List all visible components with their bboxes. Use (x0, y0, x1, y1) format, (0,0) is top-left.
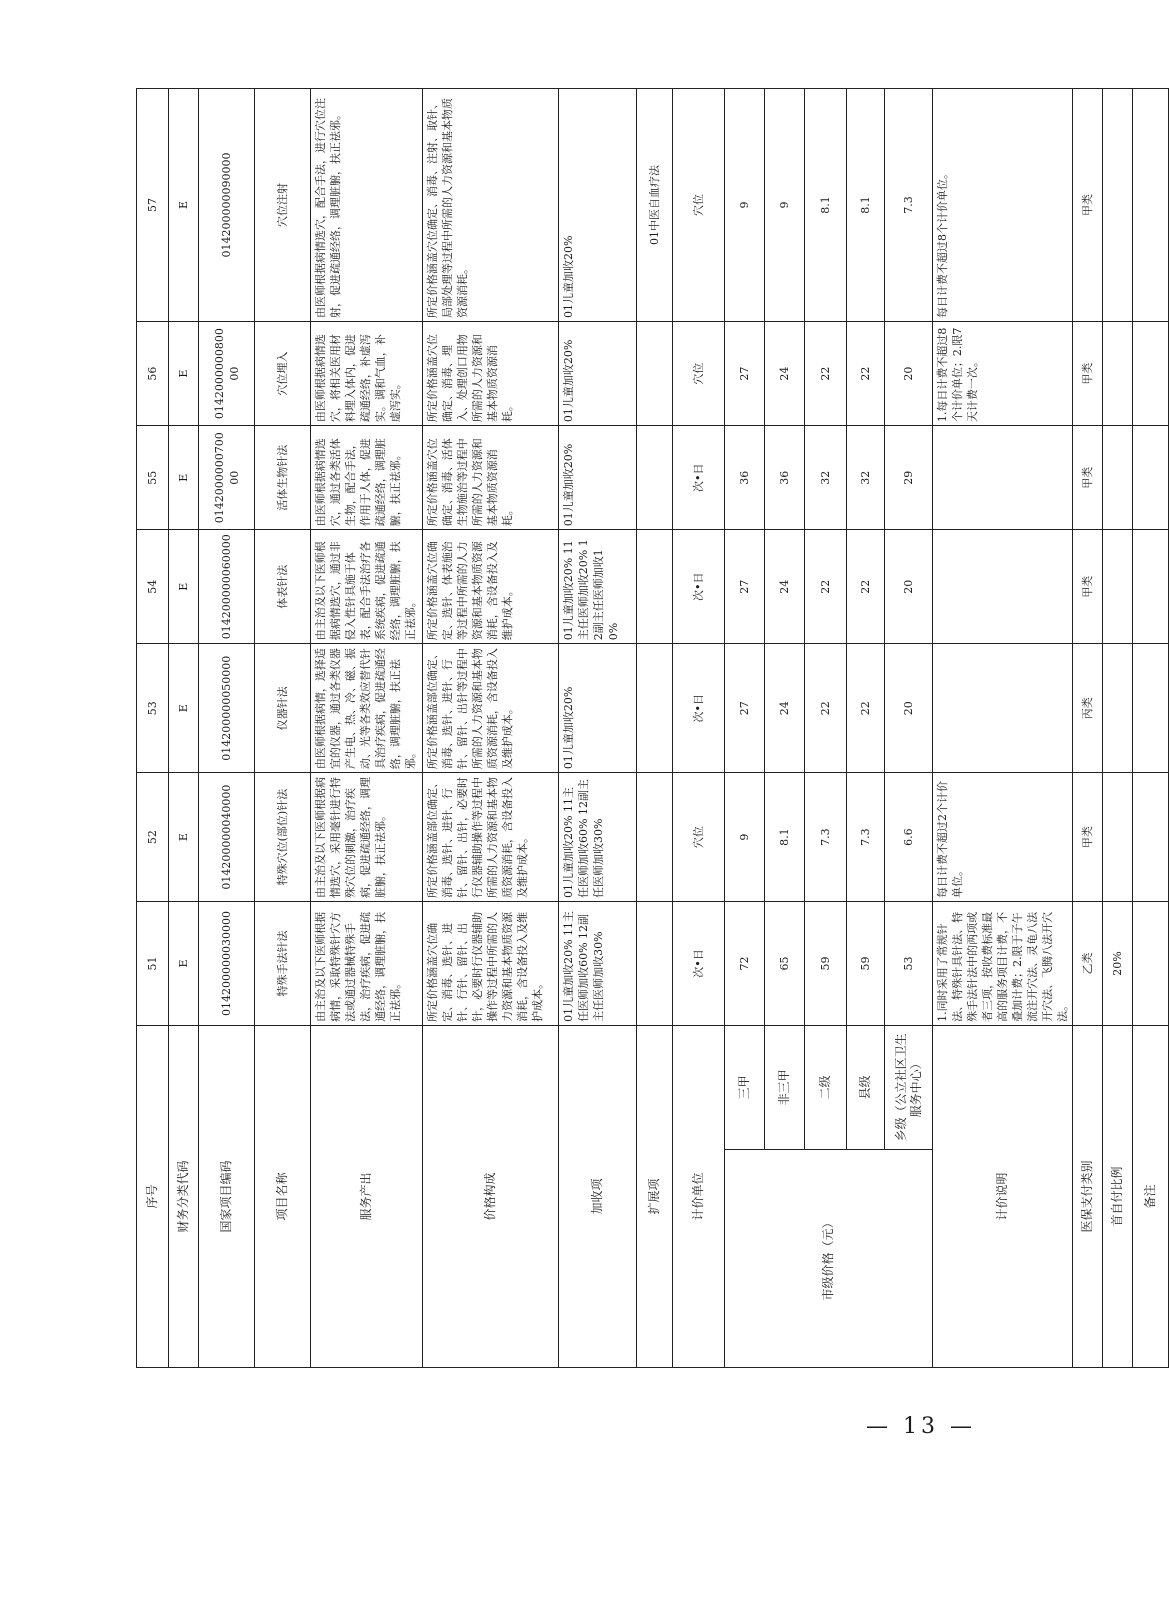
cell-unit-53: 次•日 (673, 644, 725, 773)
cell-seq-55: 55 (137, 426, 169, 530)
cell-first_pay-53 (1103, 644, 1133, 773)
cell-p3-57: 8.1 (805, 89, 847, 322)
cell-composition-53: 所定价格涵盖部位确定、消毒、选针、进针、行针、留针、出针等过程中所需的人力资源和基本物质资源消耗，含设备投入及维护成本。 (423, 644, 559, 773)
cell-name-51: 特殊手法针法 (255, 902, 311, 1026)
price-table (136, 88, 1169, 1368)
cell-code-56: 014200000080000 (199, 322, 255, 426)
cell-seq-51: 51 (137, 902, 169, 1026)
cell-remark-51 (1133, 902, 1169, 1026)
cell-composition-54: 所定价格涵盖穴位确定、选针、体表施治等过程中所需的人力资源和基本物质资源消耗，含设备投入及维护成本。 (423, 530, 559, 644)
cell-remark-52 (1133, 773, 1169, 902)
cell-extension-53 (637, 644, 673, 773)
field-row-composition (423, 89, 559, 1368)
cell-insurance-55: 甲类 (1073, 426, 1103, 530)
cell-p5-53: 20 (885, 644, 933, 773)
cell-p5-56: 20 (885, 322, 933, 426)
cell-seq-57: 57 (137, 89, 169, 322)
cell-note-56: 1.每日计费不超过8个计价单位；2.限7天计费一次。 (933, 322, 1073, 426)
header-extension: 扩展项 (637, 1025, 673, 1367)
header-output: 服务产出 (311, 1025, 423, 1367)
cell-p2-52: 8.1 (765, 773, 805, 902)
cell-p1-56: 27 (725, 322, 765, 426)
header-tier-4: 县级 (847, 1025, 885, 1149)
header-fin-code: 财务分类代码 (169, 1025, 199, 1367)
cell-p2-51: 65 (765, 902, 805, 1026)
cell-p1-54: 27 (725, 530, 765, 644)
cell-name-57: 穴位注射 (255, 89, 311, 322)
header-unit: 计价单位 (673, 1025, 725, 1367)
cell-p1-57: 9 (725, 89, 765, 322)
cell-name-52: 特殊穴位(部位)针法 (255, 773, 311, 902)
cell-first_pay-55 (1103, 426, 1133, 530)
field-row-name (255, 89, 311, 1368)
field-row-note (933, 89, 1073, 1368)
cell-fin-54: E (169, 530, 199, 644)
cell-surcharge-54: 01儿童加收20% 11主任医师加收20% 12副主任医师加收10% (559, 530, 637, 644)
cell-insurance-51: 乙类 (1073, 902, 1103, 1026)
cell-unit-55: 次•日 (673, 426, 725, 530)
header-remark: 备注 (1133, 1025, 1169, 1367)
cell-fin-55: E (169, 426, 199, 530)
rotated-table (136, 88, 1157, 1368)
cell-seq-52: 52 (137, 773, 169, 902)
cell-p2-54: 24 (765, 530, 805, 644)
cell-composition-55: 所定价格涵盖穴位确定、消毒、活体生物施治等过程中所需的人力资源和基本物质资源消耗。 (423, 426, 559, 530)
header-name: 项目名称 (255, 1025, 311, 1367)
cell-output-51: 由主治及以下医师根据病情，采取特殊针穴方法或通过器械特殊手法，治疗疾病，促进疏通经络，调理脏腑，扶正祛邪。 (311, 902, 423, 1026)
cell-surcharge-57: 01儿童加收20% (559, 89, 637, 322)
cell-unit-54: 次•日 (673, 530, 725, 644)
cell-p1-55: 36 (725, 426, 765, 530)
cell-fin-52: E (169, 773, 199, 902)
cell-p4-56: 22 (847, 322, 885, 426)
cell-extension-56 (637, 322, 673, 426)
cell-p5-51: 53 (885, 902, 933, 1026)
header-composition: 价格构成 (423, 1025, 559, 1367)
cell-insurance-54: 甲类 (1073, 530, 1103, 644)
cell-output-55: 由医师根据病情选穴，通过各类活体生物，配合手法，作用于人体，促进疏通经络，调理脏腑，扶正祛邪。 (311, 426, 423, 530)
cell-code-55: 014200000070000 (199, 426, 255, 530)
cell-remark-56 (1133, 322, 1169, 426)
cell-name-56: 穴位埋入 (255, 322, 311, 426)
cell-p3-52: 7.3 (805, 773, 847, 902)
header-tier-3: 二级 (805, 1025, 847, 1149)
cell-note-53 (933, 644, 1073, 773)
cell-surcharge-56: 01儿童加收20% (559, 322, 637, 426)
field-row-nat-code (199, 89, 255, 1368)
cell-code-53: 014200000050000 (199, 644, 255, 773)
header-note: 计价说明 (933, 1025, 1073, 1367)
cell-note-51: 1.同时采用了常规针法、特殊针具针法、特殊手法针法中的两项或者三项，按收费标准最高的服务项目计费，不叠加计费；2.限于子午流注开穴法、灵龟八法开穴法、飞腾八法开穴法。 (933, 902, 1073, 1026)
cell-first_pay-52 (1103, 773, 1133, 902)
field-row-unit (673, 89, 725, 1368)
cell-surcharge-52: 01儿童加收20% 11主任医师加收60% 12副主任医师加收30% (559, 773, 637, 902)
cell-remark-53 (1133, 644, 1169, 773)
cell-code-52: 014200000040000 (199, 773, 255, 902)
field-row-first-pay (1103, 89, 1133, 1368)
cell-unit-56: 穴位 (673, 322, 725, 426)
cell-code-54: 014200000060000 (199, 530, 255, 644)
cell-p3-53: 22 (805, 644, 847, 773)
cell-seq-56: 56 (137, 322, 169, 426)
cell-p1-53: 27 (725, 644, 765, 773)
cell-first_pay-51: 20% (1103, 902, 1133, 1026)
cell-name-54: 体表针法 (255, 530, 311, 644)
cell-p4-52: 7.3 (847, 773, 885, 902)
cell-output-52: 由主治及以下医师根据病情选穴，采用毫针进行特殊穴位的刺激，治疗疾病，促进疏通经络，调理脏腑，扶正祛邪。 (311, 773, 423, 902)
cell-p3-56: 22 (805, 322, 847, 426)
cell-insurance-53: 丙类 (1073, 644, 1103, 773)
cell-seq-53: 53 (137, 644, 169, 773)
cell-p5-54: 20 (885, 530, 933, 644)
cell-p5-57: 7.3 (885, 89, 933, 322)
header-nat-code: 国家项目编码 (199, 1025, 255, 1367)
cell-extension-52 (637, 773, 673, 902)
cell-p5-52: 6.6 (885, 773, 933, 902)
cell-seq-54: 54 (137, 530, 169, 644)
cell-code-57: 014200000090000 (199, 89, 255, 322)
cell-surcharge-51: 01儿童加收20% 11主任医师加收60% 12副主任医师加收30% (559, 902, 637, 1026)
header-tier-5: 乡级（公立社区卫生服务中心） (885, 1025, 933, 1149)
field-row-tier-1 (725, 89, 765, 1368)
cell-unit-51: 次•日 (673, 902, 725, 1026)
cell-p1-52: 9 (725, 773, 765, 902)
cell-p3-51: 59 (805, 902, 847, 1026)
cell-remark-55 (1133, 426, 1169, 530)
cell-p2-55: 36 (765, 426, 805, 530)
cell-composition-51: 所定价格涵盖穴位确定、消毒、选针、进针、行针、留针、出针，必要时行仪器辅助操作等过程中所需的人力资源和基本物质资源消耗，含设备投入及维护成本。 (423, 902, 559, 1026)
cell-note-52: 每日计费不超过2个计价单位。 (933, 773, 1073, 902)
price-table-frame (136, 88, 1157, 1368)
cell-fin-51: E (169, 902, 199, 1026)
cell-output-56: 由医师根据病情选穴，将相关医用材料埋入体内，促进疏通经络，补虚泻实。调和气血，补虚泻实。 (311, 322, 423, 426)
field-row-remark (1133, 89, 1169, 1368)
cell-insurance-57: 甲类 (1073, 89, 1103, 322)
header-surcharge: 加收项 (559, 1025, 637, 1367)
field-row-fin-code (169, 89, 199, 1368)
cell-code-51: 014200000030000 (199, 902, 255, 1026)
field-row-extension (637, 89, 673, 1368)
field-row-output (311, 89, 423, 1368)
cell-output-53: 由医师根据病情，选择适宜的仪器，通过各类仪器产生电、热、冷、磁、振动、光等各类效应替代针具治疗疾病，促进疏通经络，调理脏腑，扶正祛邪。 (311, 644, 423, 773)
cell-composition-57: 所定价格涵盖穴位确定、消毒、注射、取针、局部处理等过程中所需的人力资源和基本物质资源消耗。 (423, 89, 559, 322)
cell-first_pay-54 (1103, 530, 1133, 644)
cell-p3-55: 32 (805, 426, 847, 530)
cell-p4-57: 8.1 (847, 89, 885, 322)
cell-composition-52: 所定价格涵盖部位确定、消毒、选针、进针、行针、留针、出针，必要时行仪器辅助操作等过程中所需的人力资源和基本物质资源消耗，含设备投入及维护成本。 (423, 773, 559, 902)
cell-p5-55: 29 (885, 426, 933, 530)
field-row-insurance (1073, 89, 1103, 1368)
header-insurance: 医保支付类别 (1073, 1025, 1103, 1367)
cell-remark-54 (1133, 530, 1169, 644)
cell-name-55: 活体生物针法 (255, 426, 311, 530)
header-tier-2: 非三甲 (765, 1025, 805, 1149)
field-row-surcharge (559, 89, 637, 1368)
cell-p2-56: 24 (765, 322, 805, 426)
cell-unit-52: 穴位 (673, 773, 725, 902)
cell-p4-53: 22 (847, 644, 885, 773)
cell-note-54 (933, 530, 1073, 644)
cell-name-53: 仪器针法 (255, 644, 311, 773)
cell-p4-55: 32 (847, 426, 885, 530)
cell-insurance-52: 甲类 (1073, 773, 1103, 902)
cell-p2-53: 24 (765, 644, 805, 773)
header-first-pay: 首自付比例 (1103, 1025, 1133, 1367)
page-number: — 13 — (866, 1414, 976, 1439)
cell-p4-51: 59 (847, 902, 885, 1026)
cell-extension-54 (637, 530, 673, 644)
cell-p1-51: 72 (725, 902, 765, 1026)
cell-output-57: 由医师根据病情选穴，配合手法，进行穴位注射，促进疏通经络，调理脏腑，扶正祛邪。 (311, 89, 423, 322)
cell-remark-57 (1133, 89, 1169, 322)
cell-extension-51 (637, 902, 673, 1026)
cell-fin-53: E (169, 644, 199, 773)
cell-first_pay-56 (1103, 322, 1133, 426)
cell-note-57: 每日计费不超过8个计价单位。 (933, 89, 1073, 322)
cell-insurance-56: 甲类 (1073, 322, 1103, 426)
cell-output-54: 由主治及以下医师根据病情选穴，通过非侵入性针具施于体表，配合手法治疗各系统疾病，促进疏通经络，调理脏腑，扶正祛邪。 (311, 530, 423, 644)
cell-surcharge-55: 01儿童加收20% (559, 426, 637, 530)
cell-unit-57: 穴位 (673, 89, 725, 322)
cell-composition-56: 所定价格涵盖穴位确定、消毒、埋入、处理创口用物所需的人力资源和基本物质资源消耗。 (423, 322, 559, 426)
field-row-seq (137, 89, 169, 1368)
cell-first_pay-57 (1103, 89, 1133, 322)
header-seq: 序号 (137, 1025, 169, 1367)
cell-p2-57: 9 (765, 89, 805, 322)
header-tier-1: 三甲 (725, 1025, 765, 1149)
cell-fin-57: E (169, 89, 199, 322)
city-price-header: 市级价格（元） (725, 1149, 933, 1367)
cell-p4-54: 22 (847, 530, 885, 644)
cell-extension-57: 01中医自血疗法 (637, 89, 673, 322)
cell-surcharge-53: 01儿童加收20% (559, 644, 637, 773)
cell-note-55 (933, 426, 1073, 530)
cell-fin-56: E (169, 322, 199, 426)
cell-extension-55 (637, 426, 673, 530)
cell-p3-54: 22 (805, 530, 847, 644)
